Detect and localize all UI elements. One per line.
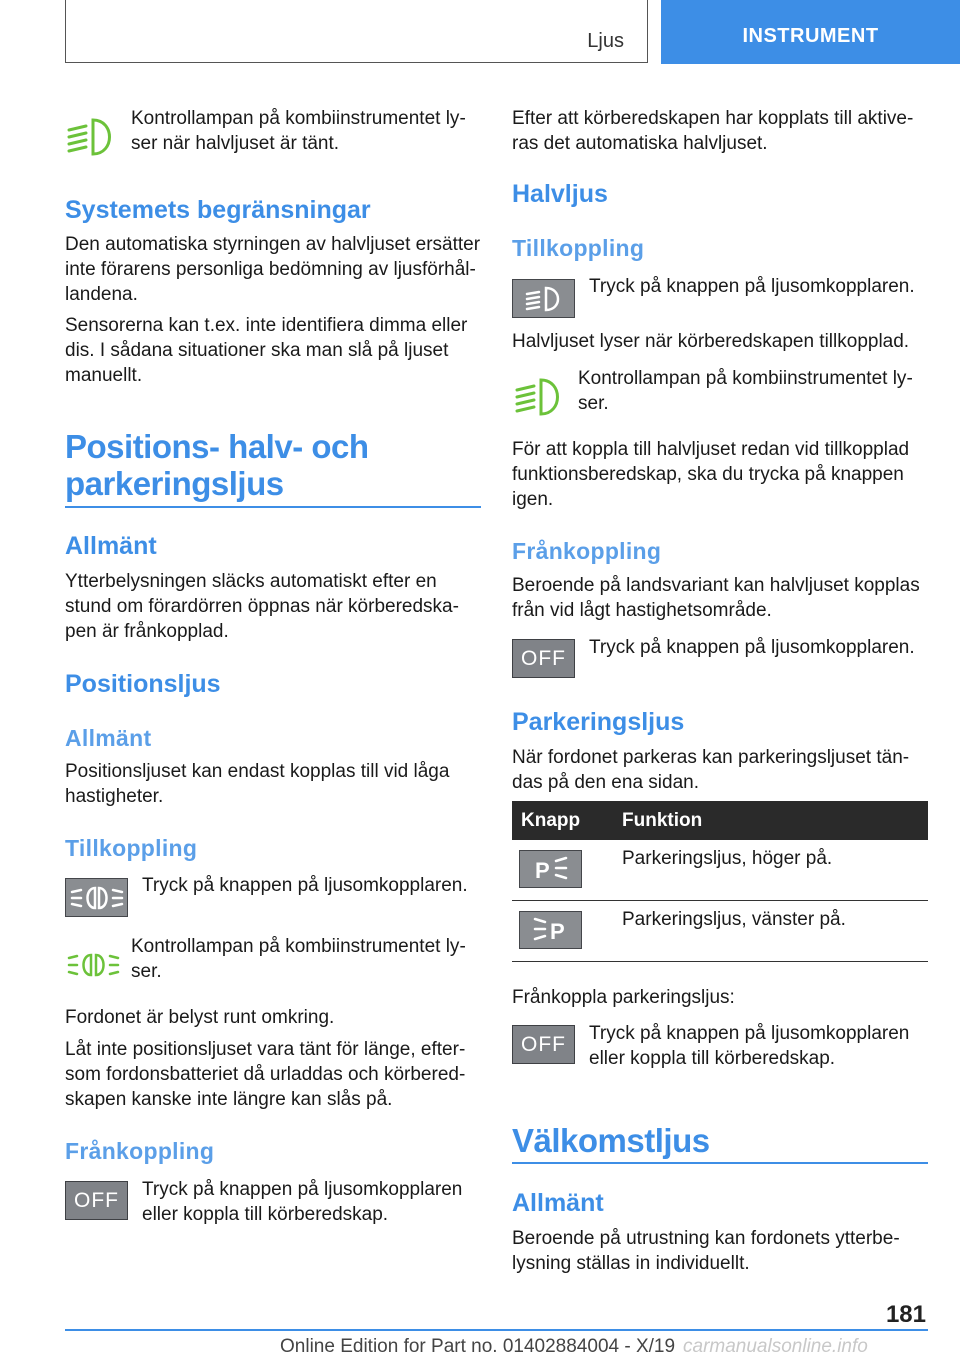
chapter-heading-line1: Positions- halv- och [65,428,369,465]
heading-welcome-general: Allmänt [512,1189,604,1217]
table-header [512,801,928,840]
table-row [512,840,928,901]
parking-light-left-icon [519,911,582,949]
off-button-icon: OFF [512,639,575,678]
heading-parking-lights: Parkeringsljus [512,708,685,736]
table-header-function: Funktion [622,810,703,831]
paragraph-position-indicator: Kontrollampan på kombiinstrumentet lyser. [131,936,466,982]
header-frame [65,0,648,63]
watermark: carmanualsonline.info [683,1336,868,1357]
table-header-button: Knapp [521,810,581,831]
paragraph-position-press: Tryck på knappen på ljusomkopplaren. [142,875,468,896]
heading-system-limits: Systemets begränsningar [65,196,371,224]
header-chapter-tab[interactable]: INSTRUMENT [661,0,960,64]
paragraph-low-beam-off-press: Tryck på knappen på ljusomkopplaren. [589,637,915,658]
low-beam-button-icon [512,279,575,318]
paragraph-position-general: Positionsljuset kan endast kopplas till vid låga hastigheter. [65,761,450,807]
footer-divider [65,1329,928,1331]
svg-text:P: P [549,919,565,944]
paragraph-low-beam-press: Tryck på knappen på ljusomkopplaren. [589,276,915,297]
header-section-title: Ljus [587,30,624,52]
footer-edition: Online Edition for Part no. 01402884004 - X/19 [280,1336,676,1357]
heading-general: Allmänt [65,532,157,560]
table-row [512,901,928,962]
subheading-low-beam-off: Frånkoppling [512,538,662,564]
table-cell-function: Parkeringsljus, höger på. [622,848,833,869]
paragraph-auto-low-beam: Efter att körberedskapen har kopplats till aktiveras det automatiska halvljuset. [512,108,914,154]
intro-text: Kontrollampan på kombiinstrumentet lyser när halvljuset är tänt. [131,108,466,154]
paragraph-battery-warning: Låt inte positionsljuset vara tänt för länge, eftersom fordonsbatteriet då urladdas och körberedskapen kanske inte längre kan slås på. [65,1039,466,1110]
paragraph-vehicle-lit: Fordonet är belyst runt omkring. [65,1007,335,1028]
off-button-icon: OFF [512,1025,575,1064]
paragraph-low-beam-indicator: Kontrollampan på kombiinstrumentet lyser. [578,368,913,414]
chapter-divider [65,506,481,508]
off-button-icon: OFF [65,1181,128,1220]
subheading-position-on: Tillkoppling [65,835,198,861]
paragraph-low-beam-lit: Halvljuset lyser när körberedskapen tillkopplad. [512,331,910,352]
heading-low-beam: Halvljus [512,180,608,208]
paragraph-system-1: Den automatiska styrningen av halvljuset ersätter inte förarens personliga bedömning av ljusförhållandena. [65,234,481,305]
paragraph-general: Ytterbelysningen släcks automatiskt efter en stund om förardörren öppnas när körberedskapen är frånkopplad. [65,571,459,642]
chapter-heading [65,428,481,502]
svg-text:P: P [534,858,550,883]
subheading-position-off: Frånkoppling [65,1138,215,1164]
chapter-heading-line2: parkeringsljus [65,465,284,502]
paragraph-low-beam-country: Beroende på landsvariant kan halvljuset kopplas från vid lågt hastighetsområde. [512,575,920,621]
paragraph-position-off: Tryck på knappen på ljusomkopplaren eller koppla till körberedskap. [142,1179,463,1225]
heading-position-lights: Positionsljus [65,670,221,698]
paragraph-parking: När fordonet parkeras kan parkeringsljuset tändas på den ena sidan. [512,747,910,793]
welcome-divider [512,1162,928,1164]
parking-light-table [512,801,928,962]
paragraph-parking-off: Frånkoppla parkeringsljus: [512,987,735,1008]
page-number: 181 [885,1301,926,1328]
paragraph-parking-off-press: Tryck på knappen på ljusomkopplaren eller koppla till körberedskap. [589,1023,910,1069]
low-beam-indicator-icon [65,116,117,158]
heading-welcome-light: Välkomstljus [512,1122,710,1159]
parking-light-right-icon [519,850,582,888]
low-beam-indicator-icon [513,376,565,418]
table-cell-function: Parkeringsljus, vänster på. [622,909,846,930]
paragraph-low-beam-standby: För att koppla till halvljuset redan vid tillkopplad funktionsberedskap, ska du trycka på knappen igen. [512,439,910,510]
position-light-button-icon [65,878,128,917]
position-light-indicator-icon [66,950,122,980]
paragraph-system-2: Sensorerna kan t.ex. inte identifiera dimma eller dis. I sådana situationer ska man slå på ljuset manuellt. [65,315,468,386]
paragraph-welcome: Beroende på utrustning kan fordonets ytterbelysning ställas in individuellt. [512,1228,900,1274]
subheading-low-beam-on: Tillkoppling [512,235,645,261]
subheading-position-general: Allmänt [65,725,152,751]
